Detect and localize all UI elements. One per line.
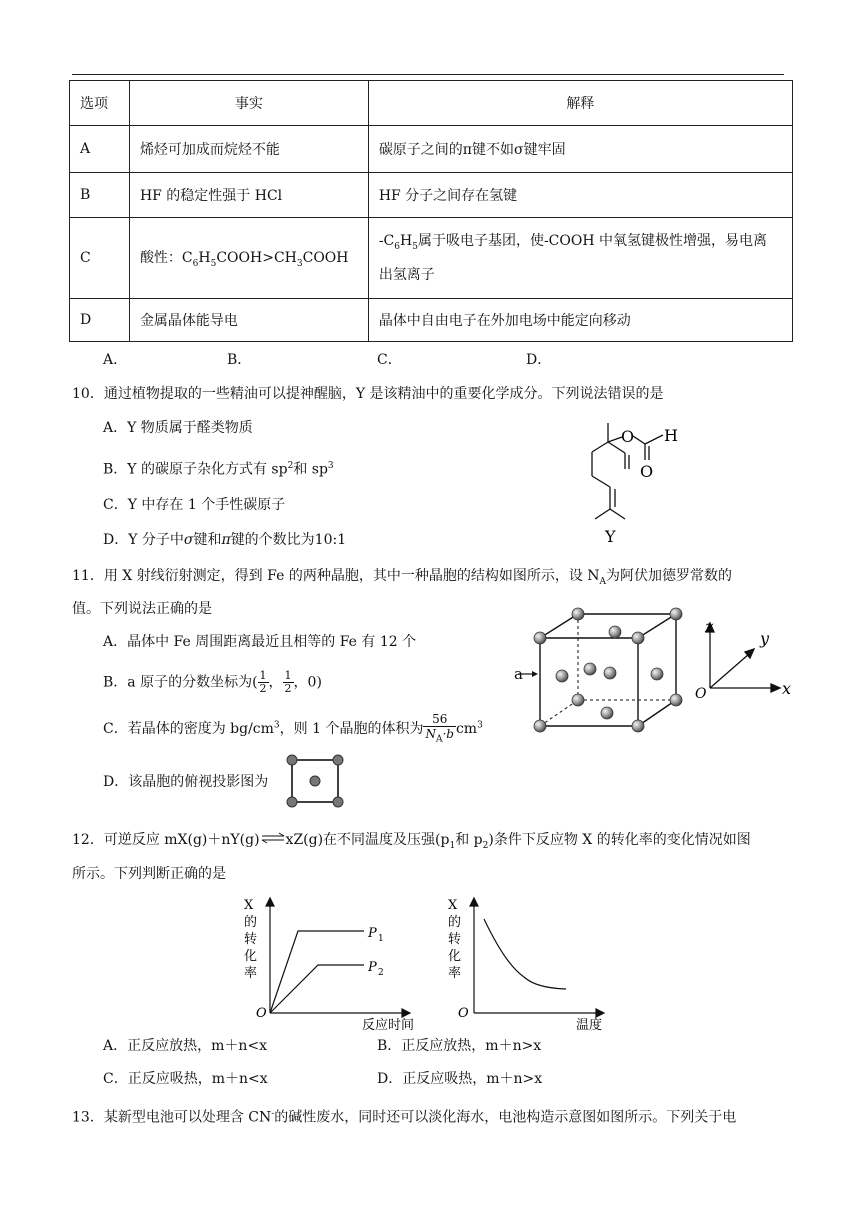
answer-choice-a[interactable]: A． (103, 352, 128, 368)
header-option: 选项 (70, 81, 130, 126)
table-row (70, 173, 793, 218)
graph2-origin: O (458, 1006, 469, 1021)
top-rule (72, 74, 784, 75)
graph2-ylabel-char: 率 (448, 966, 462, 981)
graph1-curve-p2-sub: 2 (378, 968, 384, 978)
table-row (70, 218, 793, 299)
graph1-ylabel-char: 率 (244, 966, 258, 981)
top-view-projection (284, 753, 346, 809)
q12-option-c[interactable]: C．正反应吸热，m＋n<x (103, 1071, 268, 1087)
q10-option-c[interactable]: C．Y 中存在 1 个手性碳原子 (103, 497, 286, 513)
q10-option-b[interactable]: B．Y 的碳原子杂化方式有 $sp^2$和 $sp^3$ (103, 461, 334, 478)
axis-diagram (694, 614, 794, 700)
graph1-ylabel-char: 化 (244, 949, 258, 964)
row-fact: HF 的稳定性强于 HCl (129, 173, 368, 218)
graph1-curve-p1-sub: 1 (378, 934, 384, 944)
options-table (69, 80, 793, 342)
graph1-xlabel: 反应时间 (362, 1018, 415, 1033)
row-fact: 烯烃可加成而烷烃不能 (129, 126, 368, 173)
q11-option-c[interactable]: C．若晶体的密度为 $bg/cm^3$，则 1 个晶胞的体积为 $\frac{56}{N_A\cdot b}$ $cm^3$ (103, 712, 483, 745)
row-fact: 金属晶体能导电 (129, 299, 368, 342)
crystal-cell-diagram (512, 602, 688, 742)
row-explain: $-C_6H_5$属于吸电子基团，使-COOH 中氧氢键极性增强，易电离 出氢离子 (368, 218, 792, 299)
graph2-ylabel-char: 化 (448, 949, 462, 964)
answer-choice-c[interactable]: C． (377, 352, 402, 368)
q11-stem: 11．用 X 射线衍射测定，得到 Fe 的两种晶胞，其中一种晶胞的结构如图所示，设 $N_A$为阿伏加德罗常数的 (72, 568, 733, 587)
graph2-ylabel-char: 转 (448, 932, 462, 947)
table-row (70, 299, 793, 342)
mol-hydrogen: H (664, 426, 678, 445)
graph2-ylabel-char: X (448, 898, 458, 913)
table-row (70, 126, 793, 173)
axis-origin-label: O (695, 686, 707, 700)
answer-choice-d[interactable]: D． (526, 352, 552, 368)
graph1-curve-p1-label: P (368, 926, 377, 941)
graph-conversion-vs-time (242, 895, 422, 1033)
q11-option-b[interactable]: B．a 原子的分数坐标为( $\frac{1}{2}$ ， $\frac{1}{2}$ ，0) (103, 669, 322, 695)
q12-option-a[interactable]: A．正反应放热，m＋n<x (103, 1038, 268, 1054)
axis-y-label: y (760, 629, 770, 648)
graph1-ylabel-char: X (244, 898, 254, 913)
row-option: B (70, 173, 130, 218)
row-explain: HF 分子之间存在氢键 (368, 173, 792, 218)
axis-x-label: x (782, 679, 792, 698)
mol-oxygen-1: O (621, 427, 635, 446)
mol-oxygen-2: O (640, 462, 654, 481)
q11-option-d[interactable]: D．该晶胞的俯视投影图为 (103, 774, 269, 790)
q12-option-b[interactable]: B．正反应放热，m＋n>x (377, 1038, 542, 1054)
row-option: C (70, 218, 130, 299)
graph2-xlabel: 温度 (576, 1018, 603, 1033)
q11-stem-line2: 值。下列说法正确的是 (72, 601, 212, 617)
q12-option-d[interactable]: D．正反应吸热，m＋n>x (377, 1071, 543, 1087)
answer-choice-b[interactable]: B． (227, 352, 252, 368)
table-header-row (70, 81, 793, 126)
q12-stem-line2: 所示。下列判断正确的是 (72, 866, 226, 882)
row-fact: 酸性：$C_6H_5COOH>CH_3COOH$ (129, 218, 368, 299)
graph1-ylabel-char: 转 (244, 932, 258, 947)
atom-a-label: a (514, 665, 523, 683)
graph2-ylabel-char: 的 (448, 915, 462, 930)
graph1-origin: O (256, 1006, 267, 1021)
atom-a (556, 670, 568, 682)
row-option: D (70, 299, 130, 342)
q11-option-a[interactable]: A．晶体中 Fe 周围距离最近且相等的 Fe 有 12 个 (103, 634, 417, 650)
row-option: A (70, 126, 130, 173)
row-explain: 碳原子之间的π键不如σ键牢固 (368, 126, 792, 173)
equilibrium-arrow-icon (260, 830, 286, 850)
graph1-curve-p2-label: P (368, 960, 377, 975)
molecule-label: Y (605, 527, 616, 546)
q10-stem: 10．通过植物提取的一些精油可以提神醒脑，Y 是该精油中的重要化学成分。下列说法错误的是 (72, 386, 664, 402)
graph-conversion-vs-temperature (446, 895, 606, 1033)
molecule-y-structure (570, 418, 690, 546)
q12-stem: 12．可逆反应 mX(g)＋nY(g) xZ(g)在不同温度及压强($p_1$和 $p_2$)条件下反应物 X 的转化率的变化情况如图 (72, 832, 751, 851)
q10-option-d[interactable]: D．Y 分子中σ键和π键的个数比为10:1 (103, 532, 347, 548)
q10-option-a[interactable]: A．Y 物质属于醛类物质 (103, 420, 253, 436)
axis-z-label: z (705, 617, 714, 636)
header-explain: 解释 (368, 81, 792, 126)
header-fact: 事实 (129, 81, 368, 126)
row-explain: 晶体中自由电子在外加电场中能定向移动 (368, 299, 792, 342)
graph1-ylabel-char: 的 (244, 915, 258, 930)
q13-stem: 13．某新型电池可以处理含 CN-的碱性废水，同时还可以淡化海水，电池构造示意图如图所示。下列关于电 (72, 1109, 737, 1126)
